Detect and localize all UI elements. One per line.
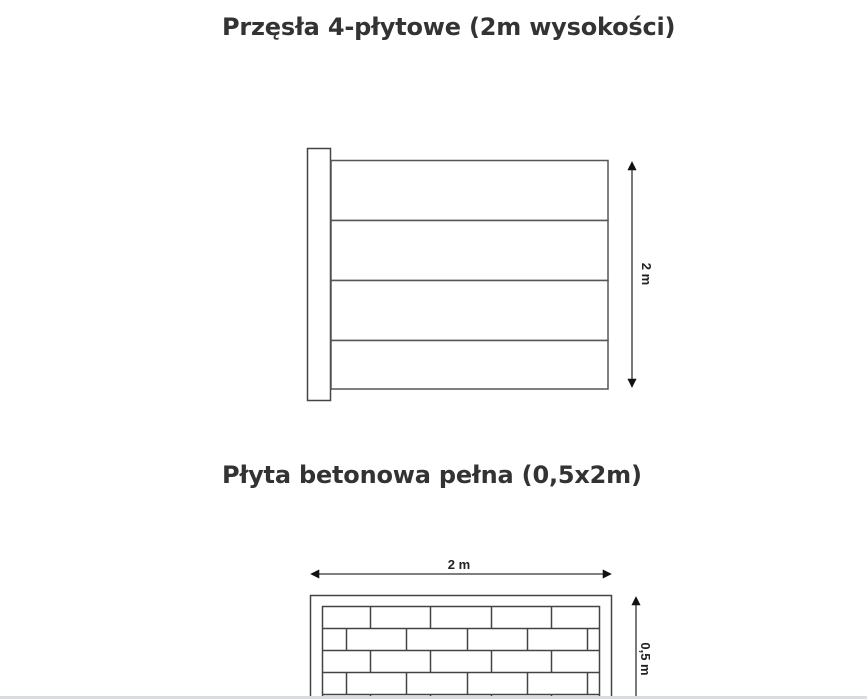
height-dimension-label: 2 m [639, 262, 654, 286]
fence-panel [331, 221, 608, 281]
section-title-concrete-panel: Płyta betonowa pełna (0,5x2m) [222, 461, 642, 489]
fence-panel [331, 281, 608, 341]
panel-inner-frame [323, 607, 600, 699]
height-dimension-label: 0,5 m [638, 642, 653, 676]
fence-panel [331, 341, 608, 390]
concrete-panel-diagram [311, 557, 654, 699]
fence-post [308, 149, 331, 401]
section-title-fence-span: Przęsła 4-płytowe (2m wysokości) [222, 13, 676, 41]
fence-span-diagram [308, 149, 655, 401]
fence-panel [331, 161, 608, 221]
width-dimension-label: 2 m [447, 557, 471, 572]
fence-panels [331, 161, 608, 390]
